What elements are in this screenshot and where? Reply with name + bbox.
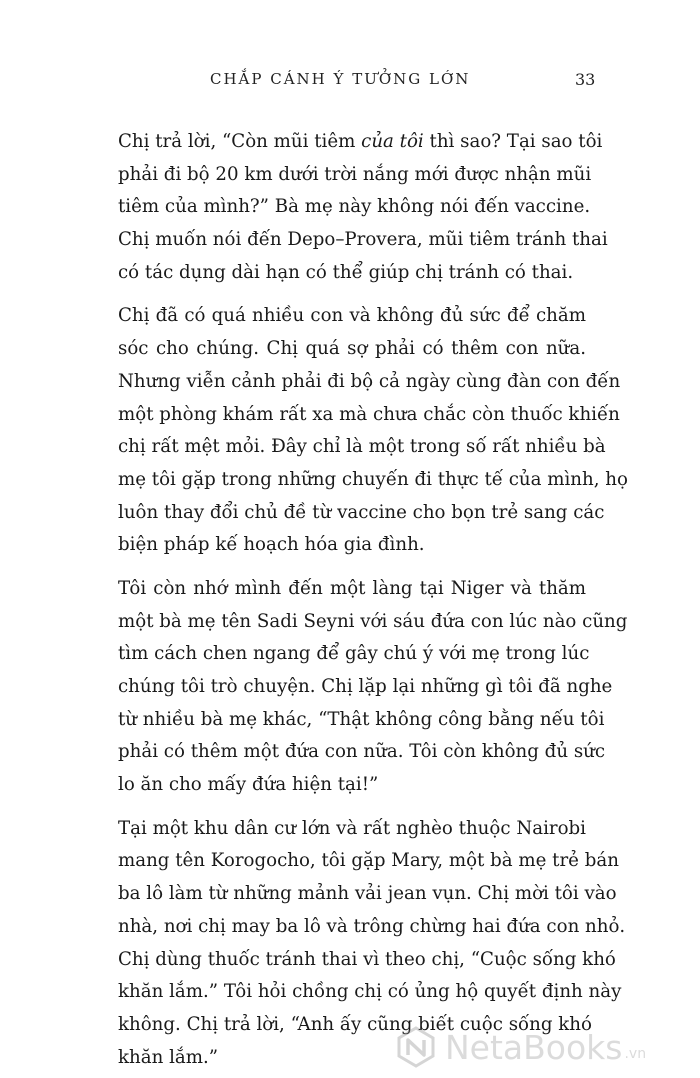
text-line: Nhưng viễn cảnh phải đi bộ cả ngày cùng đàn con đến: [118, 370, 621, 392]
page-number: 33: [575, 70, 596, 89]
text-segment: thì sao? Tại sao tôi: [423, 131, 603, 152]
text-line: Chị muốn nói đến Depo–Provera, mũi tiêm tránh thai: [118, 229, 608, 251]
text-line: biện pháp kế hoạch hóa gia đình.: [118, 534, 425, 556]
netabooks-logo-icon: [395, 1026, 437, 1068]
paragraph: [118, 573, 628, 802]
text-line: chúng tôi trò chuyện. Chị lặp lại những gì tôi đã nghe: [118, 676, 613, 697]
text-line: một bà mẹ tên Sadi Seyni với sáu đứa con lúc nào cũng: [118, 610, 628, 632]
text-line: mang tên Korogocho, tôi gặp Mary, một bà mẹ trẻ bán: [118, 850, 619, 872]
paragraph-gap: [118, 562, 586, 573]
text-line: Tôi còn nhớ mình đến một làng tại Niger và thăm: [118, 577, 586, 599]
text-line: không. Chị trả lời, “Anh ấy cũng biết cuộc sống khó: [118, 1013, 592, 1035]
text-line: khăn lắm.”: [118, 1046, 219, 1068]
text-line: lo ăn cho mấy đứa hiện tại!”: [118, 774, 379, 796]
text-line: sóc cho chúng. Chị quá sợ phải có thêm con nữa.: [118, 338, 586, 360]
text-line: có tác dụng dài hạn có thể giúp chị tránh có thai.: [118, 261, 574, 283]
watermark-brand: NetaBooks: [445, 1027, 623, 1067]
text-line: chị rất mệt mỏi. Đây chỉ là một trong số rất nhiều bà: [118, 436, 606, 458]
body-text: [118, 126, 628, 1074]
running-header: [0, 70, 700, 94]
running-title: CHẮP CÁNH Ý TƯỞNG LỚN: [210, 70, 471, 88]
text-line: Chị dùng thuốc tránh thai vì theo chị, “Cuộc sống khó: [118, 948, 616, 970]
text-segment: Chị trả lời, “Còn mũi tiêm: [118, 131, 362, 152]
watermark-suffix: .vn: [624, 1046, 647, 1062]
paragraph: [118, 300, 628, 562]
paragraph-gap: [118, 289, 586, 300]
text-line: [118, 126, 603, 159]
paragraph-gap: [118, 802, 586, 813]
text-line: một phòng khám rất xa mà chưa chắc còn thuốc khiến: [118, 403, 620, 425]
text-line: tìm cách chen ngang để gây chú ý với mẹ trong lúc: [118, 643, 590, 665]
text-line: nhà, nơi chị may ba lô và trông chừng hai đứa con nhỏ.: [118, 915, 626, 937]
text-line: từ nhiều bà mẹ khác, “Thật không công bằng nếu tôi: [118, 708, 605, 730]
text-line: Tại một khu dân cư lớn và rất nghèo thuộc Nairobi: [118, 817, 586, 839]
text-line: luôn thay đổi chủ đề từ vaccine cho bọn trẻ sang các: [118, 501, 605, 523]
text-line: khăn lắm.” Tôi hỏi chồng chị có ủng hộ quyết định này: [118, 981, 622, 1003]
text-line: tiêm của mình?” Bà mẹ này không nói đến vaccine.: [118, 196, 591, 218]
text-line: phải đi bộ 20 km dưới trời nắng mới được nhận mũi: [118, 163, 592, 185]
text-line: Chị đã có quá nhiều con và không đủ sức để chăm: [118, 305, 586, 327]
text-line: ba lô làm từ những mảnh vải jean vụn. Chị mời tôi vào: [118, 883, 617, 905]
emphasis-text: của tôi: [361, 131, 424, 152]
watermark: [395, 1022, 646, 1072]
paragraph: [118, 126, 608, 289]
text-line: mẹ tôi gặp trong những chuyến đi thực tế của mình, họ: [118, 468, 628, 490]
text-line: phải có thêm một đứa con nữa. Tôi còn không đủ sức: [118, 741, 606, 763]
